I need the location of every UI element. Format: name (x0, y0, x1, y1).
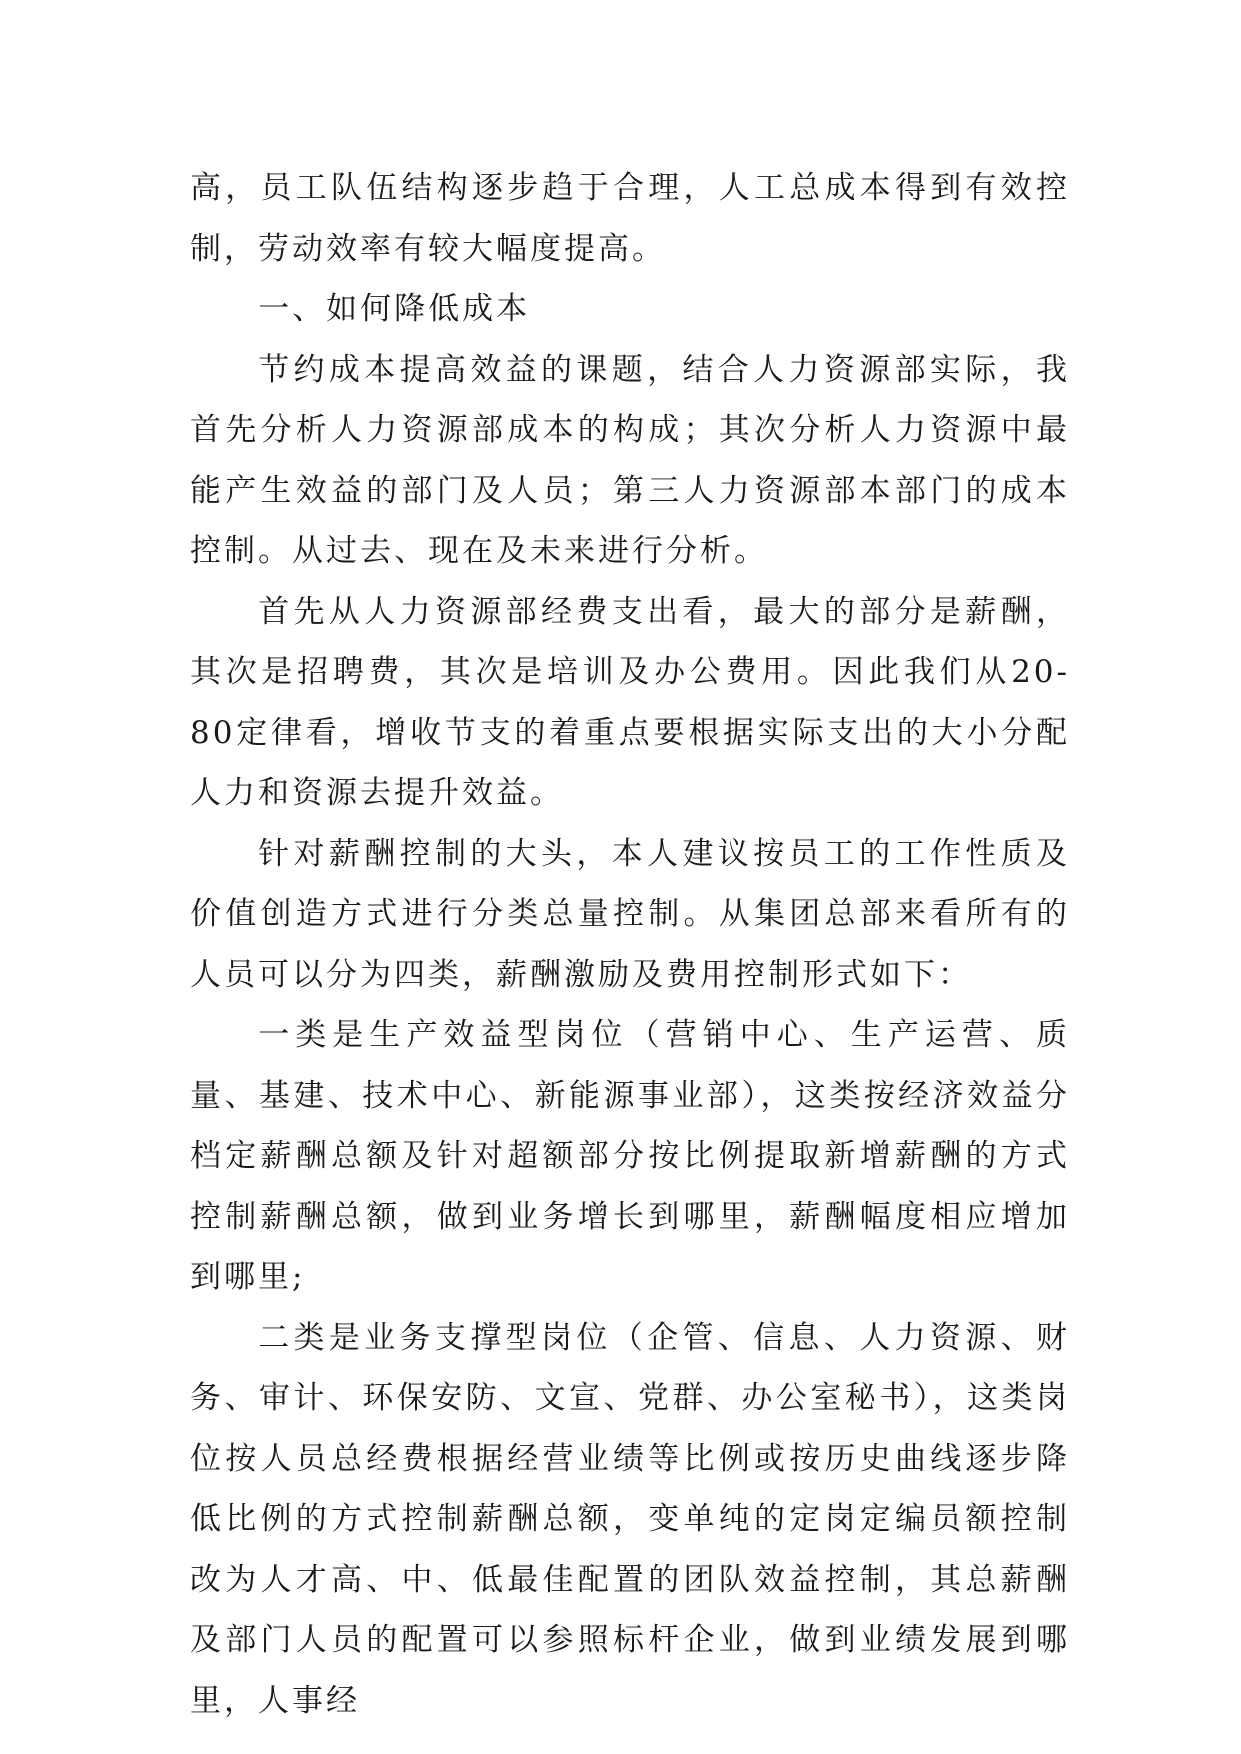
paragraph-2: 节约成本提高效益的课题，结合人力资源部实际，我首先分析人力资源部成本的构成；其次分析人力资源中最能产生效益的部门及人员；第三人力资源部本部门的成本控制。从过去、现在及未来进行分析。 (190, 351, 1070, 569)
paragraph-3: 首先从人力资源部经费支出看，最大的部分是薪酬，其次是招聘费，其次是培训及办公费用。因此我们从20-80定律看，增收节支的着重点要根据实际支出的大小分配人力和资源去提升效益。 (190, 593, 1070, 811)
paragraph-6: 二类是业务支撑型岗位（企管、信息、人力资源、财务、审计、环保安防、文宣、党群、办公室秘书），这类岗位按人员总经费根据经营业绩等比例或按历史曲线逐步降低比例的方式控制薪酬总额，变单纯的定岗定编员额控制改为人才高、中、低最佳配置的团队效益控制，其总薪酬及部门人员的配置可以参照标杆企业，做到业绩发展到哪里，人事经 (190, 1319, 1070, 1719)
paragraph-1: 高，员工队伍结构逐步趋于合理，人工总成本得到有效控制，劳动效率有较大幅度提高。 (190, 170, 1070, 267)
document-body (190, 158, 1070, 1731)
paragraph-4: 针对薪酬控制的大头，本人建议按员工的工作性质及价值创造方式进行分类总量控制。从集团总部来看所有的人员可以分为四类，薪酬激励及费用控制形式如下： (190, 835, 1070, 993)
section-heading: 一、如何降低成本 (258, 291, 531, 327)
paragraph-5: 一类是生产效益型岗位（营销中心、生产运营、质量、基建、技术中心、新能源事业部），这类按经济效益分档定薪酬总额及针对超额部分按比例提取新增薪酬的方式控制薪酬总额，做到业务增长到哪里，薪酬幅度相应增加到哪里; (190, 1017, 1070, 1295)
